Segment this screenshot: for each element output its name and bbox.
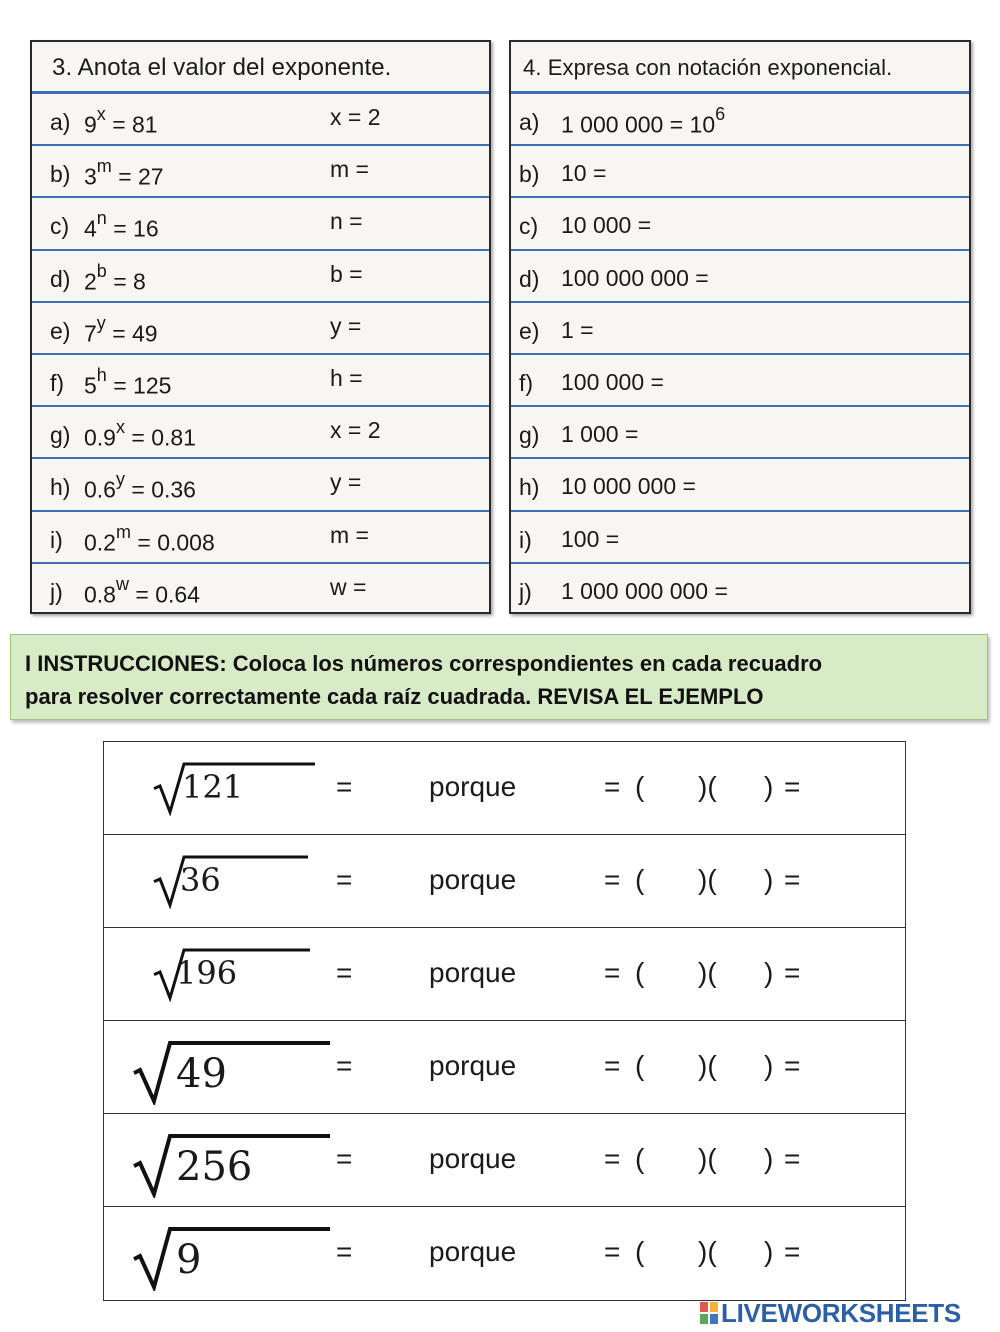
- power-result: = 49: [112, 320, 158, 347]
- radicand: 196: [176, 954, 238, 993]
- power-base: 9: [84, 111, 97, 138]
- notation-expression[interactable]: [561, 578, 728, 605]
- answer-field[interactable]: w =: [330, 573, 367, 600]
- exercise-3-row: [32, 198, 489, 250]
- exercise-4-row: [511, 251, 969, 303]
- power-exponent: x: [115, 417, 125, 438]
- equals-sign: =: [336, 1236, 353, 1268]
- notation-text: 10 000 =: [561, 212, 652, 239]
- radicand: 121: [182, 768, 244, 806]
- radicand: 256: [176, 1144, 253, 1191]
- product-close: ): [764, 1143, 774, 1175]
- exercise-4-row: [511, 564, 969, 614]
- power-expression: [84, 208, 159, 243]
- power-exponent: m: [96, 156, 112, 177]
- power-exponent: b: [96, 260, 107, 281]
- power-expression: [84, 104, 158, 139]
- factor-2-blank[interactable]: )(: [698, 1050, 717, 1082]
- equals-sign: =: [604, 864, 621, 896]
- equals-sign: =: [604, 1050, 621, 1082]
- instructions-line-2: para resolver correctamente cada raíz cuadrada. REVISA EL EJEMPLO: [25, 684, 764, 709]
- product-close: ): [764, 771, 774, 802]
- power-base: 0.9: [84, 424, 116, 451]
- square-root-table: [103, 741, 906, 1301]
- factor-1-blank[interactable]: (: [635, 1050, 645, 1082]
- power-result: = 81: [112, 111, 158, 138]
- notation-text: 100 =: [561, 525, 620, 552]
- factor-1-blank[interactable]: (: [635, 957, 645, 989]
- exercise-4-row: [511, 407, 969, 459]
- row-label: j): [519, 578, 532, 605]
- power-result: = 0.81: [131, 424, 196, 451]
- notation-expression[interactable]: [561, 265, 709, 292]
- porque-label: porque: [429, 771, 517, 802]
- square-root-row: [104, 1207, 905, 1300]
- factor-1-blank[interactable]: (: [635, 864, 645, 896]
- result-blank[interactable]: =: [784, 1143, 801, 1175]
- porque-label: porque: [429, 1236, 517, 1268]
- radical-sign-icon: [132, 1039, 332, 1105]
- notation-expression[interactable]: [561, 526, 619, 553]
- power-exponent: m: [115, 521, 131, 542]
- factor-1-blank[interactable]: (: [635, 1236, 645, 1268]
- result-blank[interactable]: =: [784, 1050, 801, 1082]
- radicand: 36: [180, 861, 221, 900]
- porque-label: porque: [429, 957, 517, 989]
- liveworksheets-logo-text: LIVEWORKSHEETS: [721, 1298, 961, 1328]
- notation-expression[interactable]: [561, 212, 651, 239]
- exercise-4-row: [511, 512, 969, 564]
- notation-text: 1 =: [561, 316, 594, 343]
- row-label: e): [519, 317, 540, 344]
- power-base: 4: [84, 216, 97, 243]
- notation-text: 10 000 000 =: [561, 473, 696, 500]
- row-label: b): [519, 161, 540, 188]
- porque-label: porque: [429, 1050, 517, 1082]
- answer-field[interactable]: h =: [330, 364, 363, 391]
- liveworksheets-logo-icon: [700, 1302, 718, 1324]
- square-root-row: [104, 835, 905, 928]
- liveworksheets-logo: [700, 1298, 961, 1326]
- instructions-line-1: I INSTRUCCIONES: Coloca los números correspondientes en cada recuadro: [25, 651, 823, 676]
- power-result: = 0.64: [135, 581, 200, 608]
- power-result: = 125: [113, 372, 172, 399]
- notation-text: 100 000 000 =: [561, 264, 709, 291]
- factor-2-blank[interactable]: )(: [698, 864, 717, 896]
- equals-sign: =: [604, 771, 621, 802]
- product-close: ): [764, 1236, 774, 1268]
- power-expression: [84, 469, 196, 504]
- radicand: 49: [176, 1051, 227, 1098]
- square-root-expression: [152, 853, 310, 913]
- result-blank[interactable]: =: [784, 957, 801, 989]
- power-base: 0.8: [84, 581, 116, 608]
- row-label: d): [519, 265, 540, 292]
- square-root-expression: [152, 760, 317, 820]
- power-base: 0.2: [84, 529, 116, 556]
- power-expression: [84, 156, 164, 191]
- answer-field[interactable]: m =: [330, 156, 369, 183]
- exercise-3-row: [32, 407, 489, 459]
- answer-field[interactable]: n =: [330, 208, 363, 235]
- power-exponent: h: [96, 364, 107, 385]
- row-label: b): [50, 161, 71, 188]
- power-exponent: x: [96, 104, 106, 124]
- equals-sign: =: [604, 1143, 621, 1175]
- notation-expression[interactable]: [561, 160, 606, 187]
- power-base: 5: [84, 372, 97, 399]
- exercise-4-row: [511, 198, 969, 250]
- equals-sign: =: [604, 957, 621, 989]
- exercise-4-row: [511, 303, 969, 355]
- factor-2-blank[interactable]: )(: [698, 1236, 717, 1268]
- exercise-3-row: [32, 303, 489, 355]
- result-blank[interactable]: =: [784, 1236, 801, 1268]
- row-label: g): [50, 422, 71, 449]
- answer-field[interactable]: y =: [330, 312, 362, 339]
- power-result: = 0.008: [137, 529, 215, 556]
- row-label: c): [519, 213, 539, 240]
- power-result: = 0.36: [131, 476, 196, 503]
- exercise-3-row: [32, 512, 489, 564]
- equals-sign: =: [336, 864, 353, 896]
- notation-expression[interactable]: [561, 473, 696, 500]
- row-label: j): [50, 578, 63, 605]
- power-base: 2: [84, 268, 97, 295]
- radical-sign-icon: [132, 1225, 332, 1291]
- exercise-4-row: [511, 94, 969, 146]
- exercise-3-row: [32, 355, 489, 407]
- power-result: = 16: [113, 216, 159, 243]
- power-exponent: y: [96, 312, 106, 333]
- notation-text: 1 000 000 000 =: [561, 577, 728, 604]
- square-root-expression: [132, 1225, 332, 1285]
- row-label: c): [50, 213, 70, 240]
- power-exponent: n: [96, 208, 107, 229]
- product-close: ): [764, 957, 774, 989]
- row-label: e): [50, 317, 71, 344]
- instructions-box: [10, 634, 988, 720]
- equals-sign: =: [604, 1236, 621, 1268]
- row-label: i): [519, 526, 532, 553]
- answer-field[interactable]: m =: [330, 521, 369, 548]
- exercise-4-panel: [509, 40, 971, 614]
- exercise-4-row: [511, 459, 969, 511]
- power-base: 7: [84, 320, 97, 347]
- row-label: a): [50, 109, 71, 135]
- row-label: f): [50, 369, 65, 396]
- notation-text: 100 000 =: [561, 368, 664, 395]
- power-base: 3: [84, 163, 97, 190]
- power-expression: [84, 417, 196, 452]
- square-root-row: [104, 1114, 905, 1207]
- power-result: = 8: [113, 268, 146, 295]
- equals-sign: =: [336, 1050, 353, 1082]
- square-root-expression: [132, 1039, 332, 1099]
- notation-expression[interactable]: [561, 369, 664, 396]
- answer-field[interactable]: x = 2: [330, 417, 381, 444]
- row-label: i): [50, 526, 63, 553]
- notation-text: 10 =: [561, 160, 607, 187]
- row-label: h): [519, 474, 540, 501]
- power-expression: [84, 364, 172, 400]
- exercise-4-row: [511, 355, 969, 407]
- product-close: ): [764, 1050, 774, 1082]
- exercise-3-row: [32, 94, 489, 146]
- radicand: 9: [176, 1237, 202, 1284]
- answer-field[interactable]: b =: [330, 260, 363, 287]
- radical-sign-icon: [152, 853, 310, 909]
- result-blank[interactable]: =: [784, 864, 801, 896]
- row-label: g): [519, 422, 540, 449]
- notation-text: 1 000 000 = 10: [561, 111, 716, 138]
- notation-expression[interactable]: [561, 104, 726, 139]
- notation-exponent: 6: [715, 104, 726, 124]
- power-result: = 27: [118, 163, 164, 190]
- row-label: d): [50, 265, 71, 292]
- square-root-row: [104, 928, 905, 1021]
- answer-field[interactable]: x = 2: [330, 104, 381, 130]
- factor-2-blank[interactable]: )(: [698, 771, 717, 802]
- exercise-3-panel: [30, 40, 491, 614]
- exercise-3-row: [32, 251, 489, 303]
- row-label: h): [50, 474, 71, 501]
- square-root-expression: [152, 946, 312, 1006]
- power-exponent: y: [115, 469, 125, 490]
- product-close: ): [764, 864, 774, 896]
- equals-sign: =: [336, 957, 353, 989]
- factor-2-blank[interactable]: )(: [698, 957, 717, 989]
- answer-field[interactable]: y =: [330, 469, 362, 496]
- factor-1-blank[interactable]: (: [635, 771, 645, 802]
- equals-sign: =: [336, 1143, 353, 1175]
- exercise-3-row: [32, 146, 489, 198]
- square-root-row: [104, 742, 905, 835]
- power-expression: [84, 573, 200, 609]
- notation-expression[interactable]: [561, 421, 638, 448]
- exercise-3-title: 3. Anota el valor del exponente.: [32, 42, 489, 94]
- exercise-4-row: [511, 146, 969, 198]
- row-label: a): [519, 109, 540, 135]
- power-base: 0.6: [84, 476, 116, 503]
- porque-label: porque: [429, 864, 517, 896]
- factor-1-blank[interactable]: (: [635, 1143, 645, 1175]
- square-root-expression: [132, 1132, 332, 1192]
- power-expression: [84, 521, 215, 557]
- power-expression: [84, 260, 146, 296]
- notation-text: 1 000 =: [561, 421, 639, 448]
- exercise-4-title: 4. Expresa con notación exponencial.: [511, 42, 969, 94]
- power-exponent: w: [115, 573, 129, 594]
- porque-label: porque: [429, 1143, 517, 1175]
- equals-sign: =: [336, 771, 353, 802]
- square-root-row: [104, 1021, 905, 1114]
- notation-expression[interactable]: [561, 317, 594, 344]
- exercise-3-row: [32, 564, 489, 614]
- row-label: f): [519, 369, 534, 396]
- exercise-3-row: [32, 459, 489, 511]
- factor-2-blank[interactable]: )(: [698, 1143, 717, 1175]
- result-blank[interactable]: =: [784, 771, 801, 802]
- power-expression: [84, 312, 158, 348]
